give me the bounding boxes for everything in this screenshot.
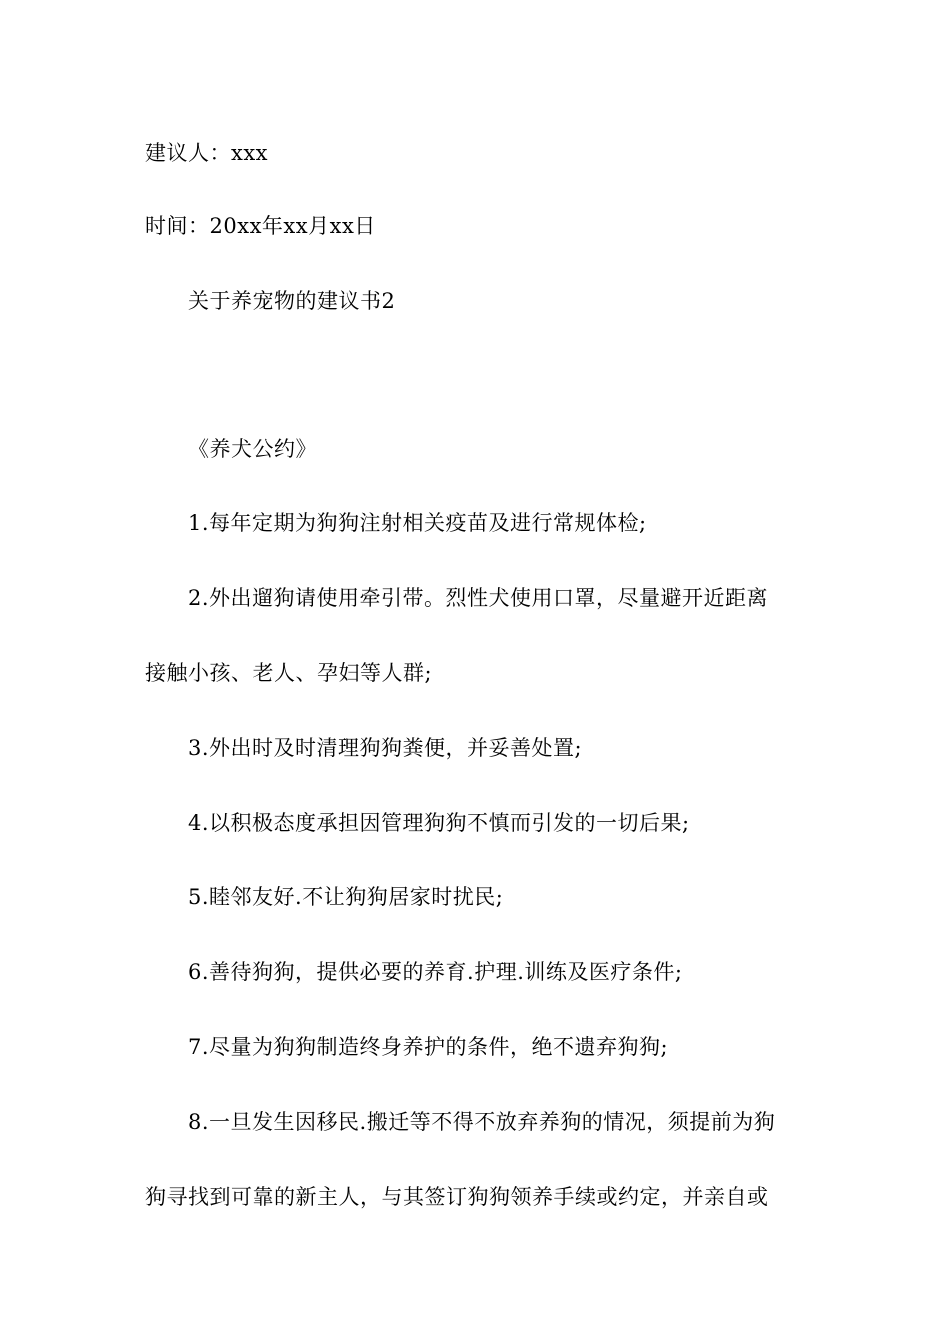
convention-item-7: 7.尽量为狗狗制造终身养护的条件，绝不遗弃狗狗; [188, 1035, 669, 1059]
convention-item-2: 2.外出遛狗请使用牵引带。烈性犬使用口罩，尽量避开近距离 [188, 586, 769, 610]
section-title: 关于养宠物的建议书2 [188, 289, 396, 313]
convention-item-8: 8.一旦发生因移民.搬迁等不得不放弃养狗的情况，须提前为狗 [188, 1110, 776, 1134]
convention-item-2-continued: 接触小孩、老人、孕妇等人群; [145, 661, 433, 685]
convention-item-4: 4.以积极态度承担因管理狗狗不慎而引发的一切后果; [188, 811, 690, 835]
convention-item-5: 5.睦邻友好.不让狗狗居家时扰民; [188, 885, 504, 909]
convention-item-6: 6.善待狗狗，提供必要的养育.护理.训练及医疗条件; [188, 960, 683, 984]
proposer-line: 建议人：xxx [145, 141, 269, 165]
convention-item-1: 1.每年定期为狗狗注射相关疫苗及进行常规体检; [188, 511, 647, 535]
convention-title: 《养犬公约》 [188, 437, 317, 461]
convention-item-8-continued: 狗寻找到可靠的新主人，与其签订狗狗领养手续或约定，并亲自或 [145, 1185, 769, 1209]
date-line: 时间：20xx年xx月xx日 [145, 214, 376, 238]
convention-item-3: 3.外出时及时清理狗狗粪便，并妥善处置; [188, 736, 583, 760]
